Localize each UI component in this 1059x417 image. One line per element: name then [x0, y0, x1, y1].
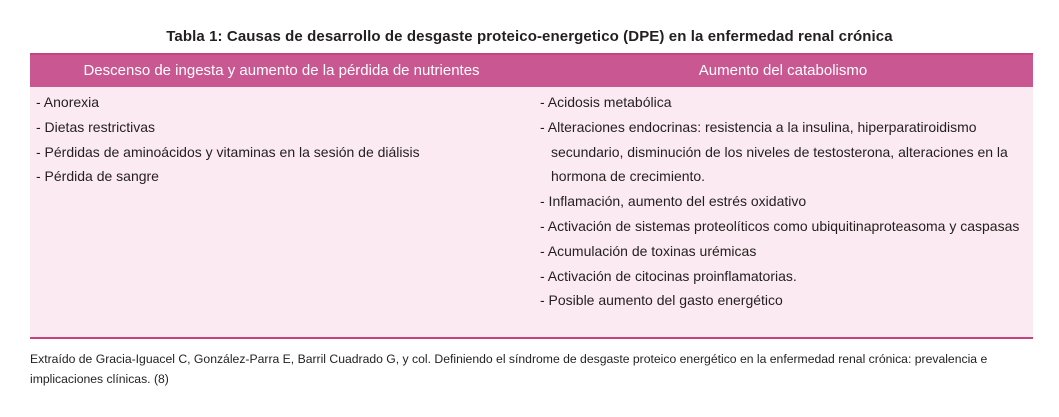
- list-item: - Posible aumento del gasto energético: [540, 292, 783, 309]
- list-item: - Acidosis metabólica: [540, 94, 672, 110]
- header-intake-loss: Descenso de ingesta y aumento de la pérdida de nutrientes: [83, 62, 480, 79]
- table-bottom-rule: [30, 337, 1033, 339]
- table-header-row: [30, 55, 1033, 87]
- source-footnote: Extraído de Gracia-Iguacel C, González-Parra E, Barril Cuadrado G, y col. Definiendo el síndrome de desgaste proteico energético en la enfermedad renal crónica: prevalencia e implicaciones clínicas. (8): [30, 352, 988, 386]
- table-title: Tabla 1: Causas de desarrollo de desgaste proteico-energetico (DPE) en la enfermedad renal crónica: [166, 28, 893, 45]
- list-item: - Inflamación, aumento del estrés oxidativo: [540, 193, 807, 210]
- list-item: - Pérdidas de aminoácidos y vitaminas en la sesión de diálisis: [36, 143, 420, 160]
- causes-table: [30, 53, 1033, 340]
- list-item: - Dietas restrictivas: [36, 118, 156, 135]
- catabolism-column: [540, 90, 1030, 313]
- intake-loss-column: [36, 90, 516, 189]
- list-item: - Activación de sistemas proteolíticos como ubiquitinaproteasoma y caspasas: [540, 217, 1020, 234]
- list-item: - Activación de citocinas proinflamatorias.: [540, 267, 797, 284]
- table-body: [30, 87, 1033, 337]
- list-item: - Anorexia: [36, 94, 100, 110]
- list-item: - Alteraciones endocrinas: resistencia a la insulina, hiperparatiroidismo secundario, disminución de los niveles de testosterona, alteraciones en la hormona de crecimiento.: [540, 118, 1008, 185]
- list-item: - Acumulación de toxinas urémicas: [540, 242, 757, 259]
- list-item: - Pérdida de sangre: [36, 168, 159, 185]
- header-catabolism: Aumento del catabolismo: [698, 62, 868, 79]
